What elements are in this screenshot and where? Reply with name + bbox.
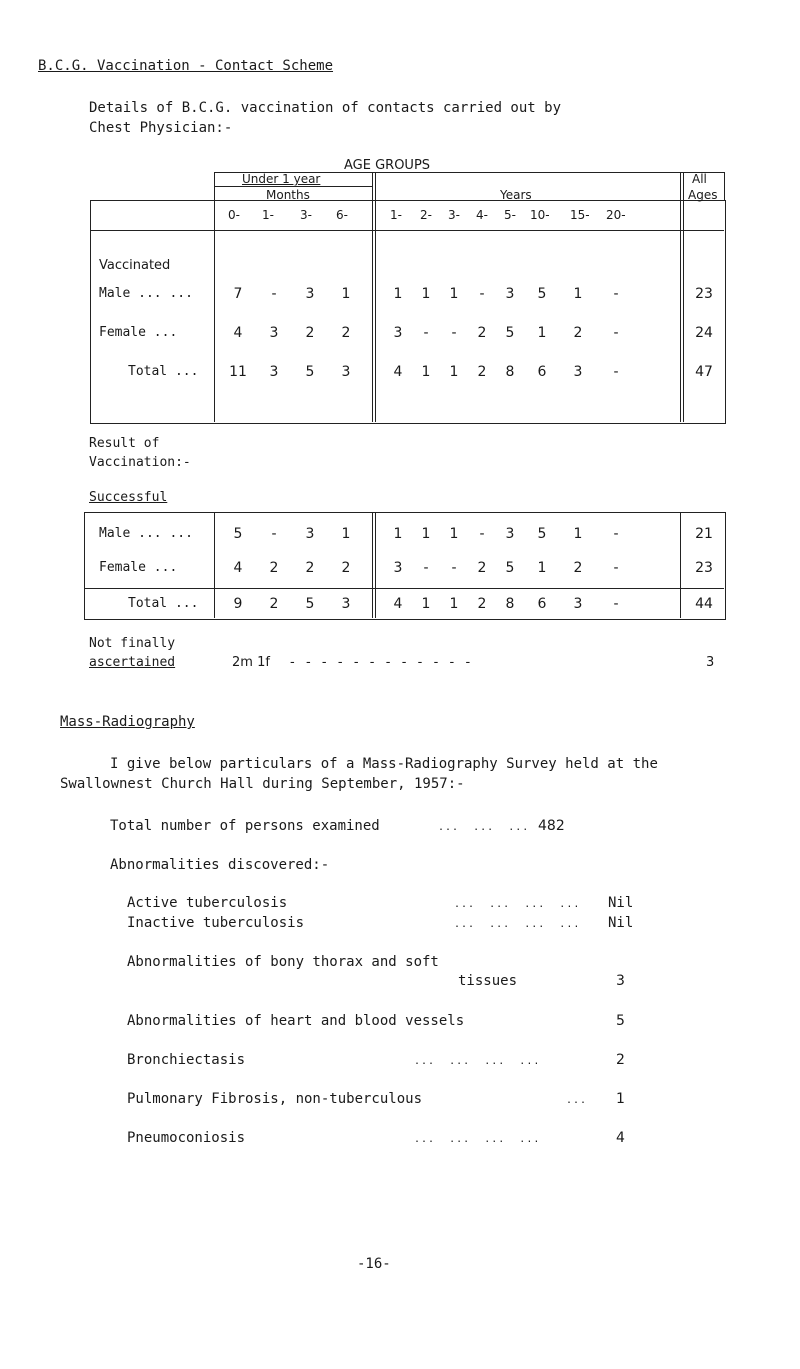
successful-all-ages-cell: 44	[695, 596, 713, 612]
vaccinated-year-cell: -	[423, 325, 429, 341]
intro-line-2: Chest Physician:-	[89, 120, 233, 136]
successful-year-cell: 3	[573, 596, 583, 612]
vaccinated-year-cell: 1	[393, 286, 403, 302]
successful-month-cell: 2	[341, 560, 351, 576]
vaccinated-year-cell: 3	[505, 286, 515, 302]
vaccinated-year-cell: 3	[573, 364, 583, 380]
vaccinated-year-cell: 3	[393, 325, 403, 341]
successful-month-cell: 3	[305, 526, 315, 542]
result-label-2: Vaccination:-	[89, 455, 191, 470]
active-tb-value: Nil	[608, 895, 634, 911]
successful-year-cell: 3	[393, 560, 403, 576]
vaccinated-year-cell: 2	[573, 325, 583, 341]
successful-month-cell: 2	[269, 596, 279, 612]
successful-all-ages-cell: 23	[695, 560, 713, 576]
bony-label-1: Abnormalities of bony thorax and soft	[127, 954, 439, 970]
successful-year-cell: 2	[573, 560, 583, 576]
vaccinated-year-cell: -	[451, 325, 457, 341]
vaccinated-year-cell: 1	[449, 286, 459, 302]
years-header: Years	[500, 188, 532, 202]
successful-year-cell: -	[613, 560, 619, 576]
pneumo-dots: ... ... ... ...	[414, 1134, 541, 1145]
successful-month-cell: -	[271, 526, 277, 542]
pulmonary-label: Pulmonary Fibrosis, non-tuberculous	[127, 1091, 423, 1107]
successful-row-label: Total ...	[128, 596, 199, 611]
successful-month-cell: 9	[233, 596, 243, 612]
year-col-0: 1-	[390, 208, 402, 222]
vaccinated-year-cell: 4	[393, 364, 403, 380]
page-heading: B.C.G. Vaccination - Contact Scheme	[38, 58, 334, 74]
pneumo-label: Pneumoconiosis	[127, 1130, 246, 1146]
year-col-6: 15-	[570, 208, 590, 222]
vaccinated-label: Vaccinated	[99, 258, 171, 273]
vaccinated-year-cell: 2	[477, 364, 487, 380]
successful-year-cell: 4	[393, 596, 403, 612]
month-col-1: 1-	[262, 208, 274, 222]
vaccinated-year-cell: 6	[537, 364, 547, 380]
vaccinated-row-label: Male ... ...	[99, 286, 193, 301]
vaccinated-month-cell: 11	[229, 364, 247, 380]
vaccinated-table	[90, 200, 726, 424]
month-col-3: 6-	[336, 208, 348, 222]
active-tb-dots: ... ... ... ...	[454, 899, 581, 910]
successful-label: Successful	[89, 490, 168, 505]
vaccinated-row-label: Female ...	[99, 325, 178, 340]
vaccinated-month-cell: 7	[233, 286, 243, 302]
successful-year-cell: 3	[505, 526, 515, 542]
active-tb-label: Active tuberculosis	[127, 895, 288, 911]
vaccinated-year-cell: 5	[505, 325, 515, 341]
successful-year-cell: -	[613, 596, 619, 612]
successful-year-cell: 1	[421, 596, 431, 612]
page-number: -16-	[357, 1256, 391, 1272]
vaccinated-row-label: Total ...	[128, 364, 199, 379]
year-col-7: 20-	[606, 208, 626, 222]
not-finally-total: 3	[706, 655, 715, 670]
heart-label: Abnormalities of heart and blood vessels	[127, 1013, 465, 1029]
vaccinated-month-cell: 1	[341, 286, 351, 302]
successful-year-cell: -	[613, 526, 619, 542]
vaccinated-month-cell: 2	[341, 325, 351, 341]
vaccinated-month-cell: 5	[305, 364, 315, 380]
inactive-tb-value: Nil	[608, 915, 634, 931]
pneumo-value: 4	[616, 1130, 625, 1146]
successful-month-cell: 3	[341, 596, 351, 612]
vaccinated-year-cell: 8	[505, 364, 515, 380]
year-col-1: 2-	[420, 208, 432, 222]
successful-month-cell: 4	[233, 560, 243, 576]
vaccinated-year-cell: 5	[537, 286, 547, 302]
successful-year-cell: 2	[477, 560, 487, 576]
vaccinated-month-cell: 4	[233, 325, 243, 341]
not-finally-detail: 2m 1f	[232, 655, 270, 670]
all-ages-header-2: Ages	[688, 188, 718, 202]
not-finally-label-1: Not finally	[89, 636, 176, 651]
successful-year-cell: 1	[421, 526, 431, 542]
successful-row-label: Female ...	[99, 560, 178, 575]
successful-month-cell: 2	[269, 560, 279, 576]
heart-value: 5	[616, 1013, 625, 1029]
not-finally-label-2: ascertained	[89, 655, 176, 670]
vaccinated-year-cell: 1	[421, 286, 431, 302]
total-examined-label: Total number of persons examined	[110, 818, 380, 834]
inactive-tb-label: Inactive tuberculosis	[127, 915, 305, 931]
vaccinated-year-cell: -	[613, 364, 619, 380]
vaccinated-year-cell: -	[613, 286, 619, 302]
vaccinated-all-ages-cell: 23	[695, 286, 713, 302]
abnormalities-label: Abnormalities discovered:-	[110, 857, 330, 873]
months-header: Months	[266, 188, 310, 202]
successful-row-label: Male ... ...	[99, 526, 193, 541]
successful-year-cell: -	[451, 560, 457, 576]
vaccinated-month-cell: 3	[269, 364, 279, 380]
successful-year-cell: 1	[393, 526, 403, 542]
vaccinated-month-cell: 2	[305, 325, 315, 341]
vaccinated-year-cell: 1	[449, 364, 459, 380]
vaccinated-year-cell: 1	[573, 286, 583, 302]
successful-year-cell: 1	[537, 560, 547, 576]
bronch-label: Bronchiectasis	[127, 1052, 246, 1068]
bronch-dots: ... ... ... ...	[414, 1056, 541, 1067]
age-groups-title: AGE GROUPS	[344, 158, 431, 173]
month-col-2: 3-	[300, 208, 312, 222]
year-col-2: 3-	[448, 208, 460, 222]
bony-label-2: tissues	[458, 973, 518, 989]
successful-all-ages-cell: 21	[695, 526, 713, 542]
month-col-0: 0-	[228, 208, 240, 222]
vaccinated-month-cell: -	[271, 286, 277, 302]
successful-month-cell: 5	[305, 596, 315, 612]
vaccinated-all-ages-cell: 47	[695, 364, 713, 380]
successful-month-cell: 2	[305, 560, 315, 576]
vaccinated-all-ages-cell: 24	[695, 325, 713, 341]
successful-year-cell: 6	[537, 596, 547, 612]
year-col-4: 5-	[504, 208, 516, 222]
successful-year-cell: 5	[537, 526, 547, 542]
not-finally-dashes: - - - - - - - - - - - -	[290, 655, 472, 670]
year-col-5: 10-	[530, 208, 550, 222]
all-ages-header-1: All	[692, 172, 707, 186]
mass-radiography-para-2: Swallownest Church Hall during September, 1957:-	[60, 776, 465, 792]
successful-year-cell: 1	[573, 526, 583, 542]
successful-year-cell: 5	[505, 560, 515, 576]
mass-radiography-para-1: I give below particulars of a Mass-Radiography Survey held at the	[110, 756, 658, 772]
bony-value: 3	[616, 973, 625, 989]
successful-year-cell: 8	[505, 596, 515, 612]
pulmonary-value: 1	[616, 1091, 625, 1107]
vaccinated-year-cell: -	[613, 325, 619, 341]
successful-year-cell: 1	[449, 596, 459, 612]
vaccinated-year-cell: 1	[537, 325, 547, 341]
mass-radiography-heading: Mass-Radiography	[60, 714, 195, 730]
vaccinated-year-cell: -	[479, 286, 485, 302]
inactive-tb-dots: ... ... ... ...	[454, 919, 581, 930]
vaccinated-month-cell: 3	[269, 325, 279, 341]
vaccinated-month-cell: 3	[305, 286, 315, 302]
vaccinated-year-cell: 1	[421, 364, 431, 380]
vaccinated-month-cell: 3	[341, 364, 351, 380]
vaccinated-year-cell: 2	[477, 325, 487, 341]
bronch-value: 2	[616, 1052, 625, 1068]
total-examined-value: 482	[538, 818, 565, 834]
successful-year-cell: -	[479, 526, 485, 542]
successful-year-cell: 1	[449, 526, 459, 542]
total-examined-dots: ... ... ...	[438, 822, 530, 833]
successful-month-cell: 1	[341, 526, 351, 542]
result-label-1: Result of	[89, 436, 160, 451]
pulmonary-dots: ...	[566, 1095, 588, 1106]
intro-line-1: Details of B.C.G. vaccination of contacts carried out by	[89, 100, 562, 116]
under-1-year-header: Under 1 year	[242, 172, 321, 186]
successful-year-cell: -	[423, 560, 429, 576]
year-col-3: 4-	[476, 208, 488, 222]
successful-year-cell: 2	[477, 596, 487, 612]
successful-month-cell: 5	[233, 526, 243, 542]
